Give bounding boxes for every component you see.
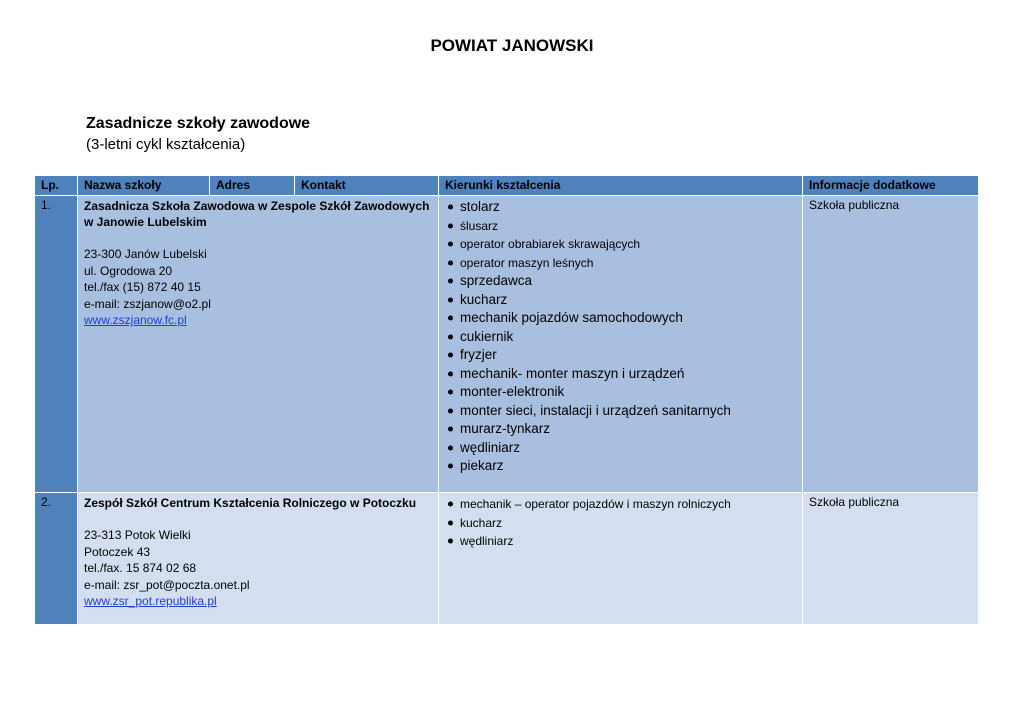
list-item: cukiernik <box>445 328 796 347</box>
list-item: wędliniarz <box>445 532 796 551</box>
table-row <box>35 493 979 625</box>
kierunki-list <box>445 198 796 476</box>
list-item: sprzedawca <box>445 272 796 291</box>
header-adres: Adres <box>210 176 295 196</box>
kierunki-list <box>445 495 796 551</box>
list-item: monter sieci, instalacji i urządzeń sanitarnych <box>445 402 796 421</box>
school-name: Zasadnicza Szkoła Zawodowa w Zespole Szkół Zawodowych <box>84 199 430 213</box>
list-item: operator obrabiarek skrawających <box>445 235 796 254</box>
section-title: Zasadnicze szkoły zawodowe <box>86 115 311 132</box>
school-phone: tel./fax (15) 872 40 15 <box>84 280 201 294</box>
school-cell <box>78 493 439 625</box>
table-header-row <box>35 176 979 196</box>
school-street: Potoczek 43 <box>84 544 151 559</box>
list-item: piekarz <box>445 457 796 476</box>
header-kierunki: Kierunki kształcenia <box>439 176 803 196</box>
school-email: e-mail: zsr_pot@poczta.onet.pl <box>84 577 250 592</box>
school-address: 23-300 Janów Lubelski <box>84 247 207 261</box>
section-subtitle: (3-letni cykl kształcenia) <box>86 136 246 153</box>
header-lp: Lp. <box>35 176 78 196</box>
list-item: monter-elektronik <box>445 383 796 402</box>
list-item: kucharz <box>445 291 796 310</box>
row-number: 2. <box>35 493 78 625</box>
header-info: Informacje dodatkowe <box>803 176 979 196</box>
list-item: wędliniarz <box>445 439 796 458</box>
school-website-link[interactable]: www.zszjanow.fc.pl <box>84 313 187 327</box>
school-email: e-mail: zszjanow@o2.pl <box>84 296 211 311</box>
school-cell <box>78 196 439 493</box>
kierunki-cell <box>439 493 803 625</box>
list-item: kucharz <box>445 514 796 533</box>
row-number: 1. <box>35 196 78 493</box>
list-item: mechanik – operator pojazdów i maszyn rolniczych <box>445 495 796 514</box>
school-phone: tel./fax. 15 874 02 68 <box>84 561 197 575</box>
list-item: stolarz <box>445 198 796 217</box>
info-cell: Szkoła publiczna <box>803 493 979 625</box>
list-item: fryzjer <box>445 346 796 365</box>
schools-table <box>34 175 979 625</box>
school-name-cont: w Janowie Lubelskim <box>84 215 207 229</box>
header-kontakt: Kontakt <box>295 176 439 196</box>
list-item: mechanik- monter maszyn i urządzeń <box>445 365 796 384</box>
info-cell: Szkoła publiczna <box>803 196 979 493</box>
school-address: 23-313 Potok Wielki <box>84 528 191 542</box>
school-website-link[interactable]: www.zsr_pot.republika.pl <box>84 594 217 608</box>
list-item: operator maszyn leśnych <box>445 254 796 273</box>
school-name: Zespół Szkół Centrum Kształcenia Rolniczego w Potoczku <box>84 496 417 510</box>
table-row <box>35 196 979 493</box>
school-street: ul. Ogrodowa 20 <box>84 263 173 278</box>
kierunki-cell <box>439 196 803 493</box>
list-item: murarz-tynkarz <box>445 420 796 439</box>
page-title: POWIAT JANOWSKI <box>430 36 594 55</box>
list-item: ślusarz <box>445 217 796 236</box>
list-item: mechanik pojazdów samochodowych <box>445 309 796 328</box>
header-nazwa: Nazwa szkoły <box>78 176 210 196</box>
